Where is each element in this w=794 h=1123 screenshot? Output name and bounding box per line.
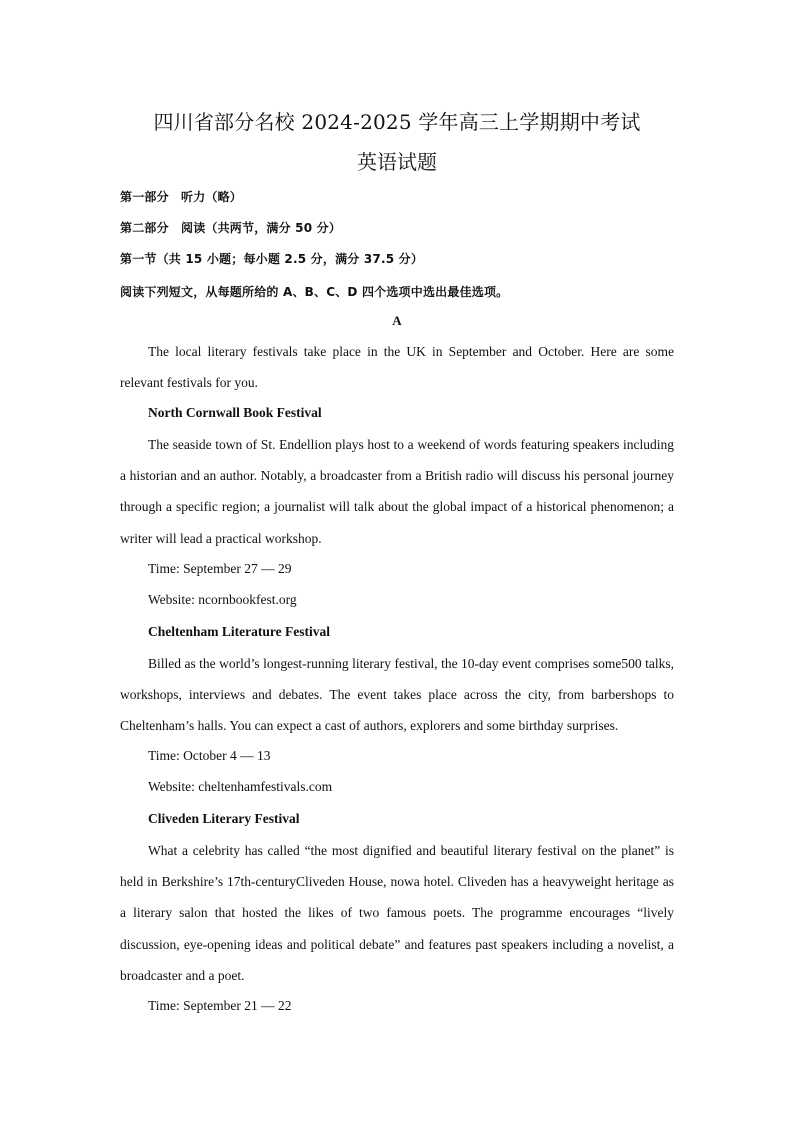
festival-name: Cliveden Literary Festival: [148, 811, 300, 826]
festival-website: Website: ncornbookfest.org: [148, 592, 297, 607]
festival-time: Time: September 21 — 22: [148, 998, 292, 1013]
exam-subtitle: 英语试题: [357, 150, 437, 174]
part2-heading: 第二部分 阅读（共两节，满分 50 分）: [120, 221, 342, 235]
passage-intro: The local literary festivals take place in the UK in September and October. Here are some relevant festivals for you.: [120, 344, 674, 391]
festival-description: What a celebrity has called “the most dignified and beautiful literary festival on the planet” is held in Berkshire’s 17th-centuryCliveden House, nowa hotel. Cliveden has a heavyweight heritage as a literary salon that hosted the likes of two famous poets. The programme encourages “lively discussion, eye-opening ideas and political debate” and features past speakers including a novelist, a broadcaster and a poet.: [120, 843, 674, 983]
exam-title: 四川省部分名校 2024-2025 学年高三上学期期中考试: [153, 110, 641, 134]
festival-time: Time: October 4 — 13: [148, 748, 271, 763]
part1-heading: 第一部分 听力（略）: [120, 190, 243, 204]
festival-description: The seaside town of St. Endellion plays host to a weekend of words featuring speakers including a historian and an author. Notably, a broadcaster from a British radio will discuss his personal journey through a specific region; a journalist will talk about the global impact of a historical phenomenon; a writer will lead a practical workshop.: [120, 437, 674, 546]
festival-description: Billed as the world’s longest-running literary festival, the 10-day event comprises some500 talks, workshops, interviews and debates. The event takes place across the city, from barbershops to Cheltenham’s halls. You can expect a cast of authors, explorers and some birthday surprises.: [120, 656, 674, 734]
section1-heading: 第一节（共 15 小题；每小题 2.5 分，满分 37.5 分）: [120, 252, 424, 266]
passage-label: A: [392, 313, 402, 328]
festival-website: Website: cheltenhamfestivals.com: [148, 779, 333, 794]
festival-name: North Cornwall Book Festival: [148, 405, 322, 420]
festival-name: Cheltenham Literature Festival: [148, 624, 330, 639]
festival-time: Time: September 27 — 29: [148, 561, 292, 576]
reading-instruction: 阅读下列短文，从每题所给的 A、B、C、D 四个选项中选出最佳选项。: [120, 285, 509, 299]
